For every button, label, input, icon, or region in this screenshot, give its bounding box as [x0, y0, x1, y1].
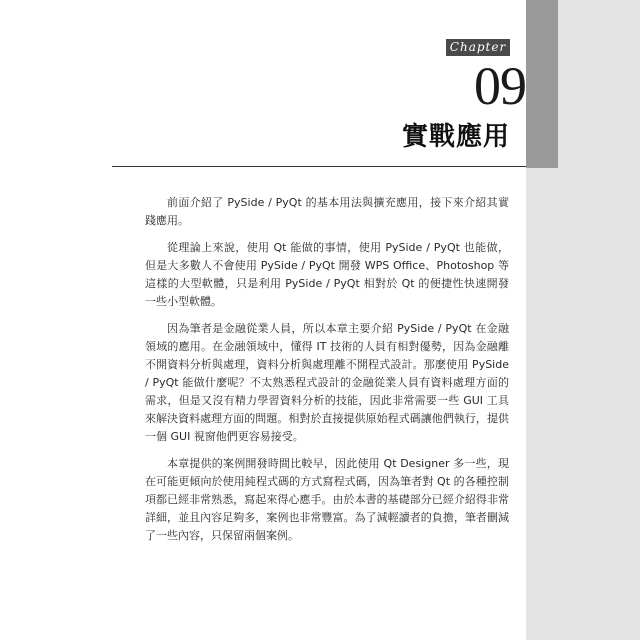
chapter-label: Chapter — [446, 39, 510, 56]
paragraph: 因為筆者是金融從業人員，所以本章主要介紹 PySide / PyQt 在金融領域的應用。在金融領域中，懂得 IT 技術的人員有相對優勢，因為金融離不開資料分析與處理，資料分析與處理離不開程式設計。那麼使用 PySide / PyQt 能做什麼呢？不太熟悉程式設計的金融從業人員有資料處理方面的需求，但是又沒有精力學習資料分析的技能，因此非常需要一些 GUI 工具來解決資料處理方面的問題。相對於直接提供原始程式碼讓他們執行，提供一個 GUI 視窗他們更容易接受。 — [145, 322, 509, 443]
chapter-title: 實戰應用 — [401, 122, 510, 152]
side-band-accent — [526, 0, 558, 168]
paragraph: 從理論上來說，使用 Qt 能做的事情，使用 PySide / PyQt 也能做，但是大多數人不會使用 PySide / PyQt 開發 WPS Office、Photoshop 等這樣的大型軟體，只是利用 PySide / PyQt 相對於 Qt 的便捷性快速開發一些小型軟體。 — [145, 241, 509, 308]
chapter-number: 09 — [474, 56, 526, 116]
paragraph: 本章提供的案例開發時間比較早，因此使用 Qt Designer 多一些，現在可能更傾向於使用純程式碼的方式寫程式碼，因為筆者對 Qt 的各種控制項都已經非常熟悉，寫起來得心應手。由於本書的基礎部分已經介紹得非常詳細，並且內容足夠多，案例也非常豐富。為了減輕讀者的負擔，筆者刪減了一些內容，只保留兩個案例。 — [145, 457, 509, 542]
paragraph: 前面介紹了 PySide / PyQt 的基本用法與擴充應用，接下來介紹其實踐應用。 — [145, 196, 509, 227]
body-text — [145, 194, 509, 554]
title-divider — [112, 166, 526, 167]
